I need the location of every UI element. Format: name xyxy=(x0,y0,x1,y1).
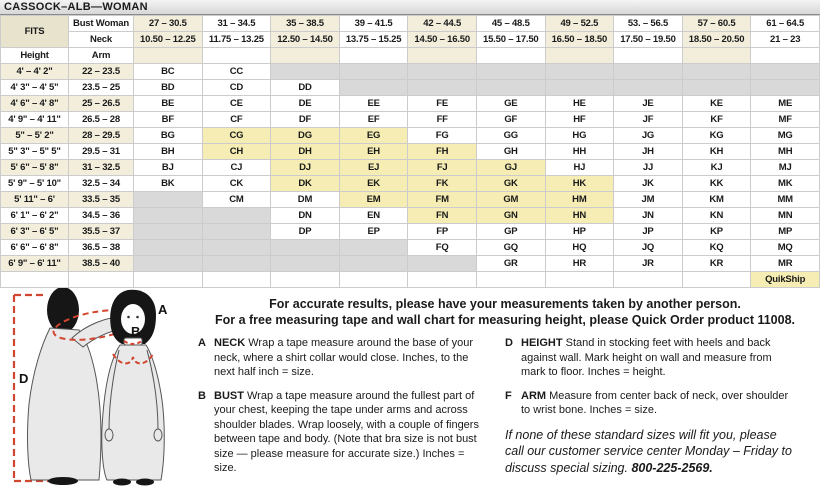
size-na-cell xyxy=(751,80,820,96)
size-code-cell: DP xyxy=(271,224,340,240)
neck-range-header: 17.50 – 19.50 xyxy=(614,32,683,48)
instruction-item-neck xyxy=(198,336,505,380)
bust-range-header: 35 – 38.5 xyxy=(271,16,340,32)
header-spacer-cell xyxy=(545,48,614,64)
measuring-note-line2: For a free measuring tape and wall chart for measuring height, please Quick Order product 11008. xyxy=(214,313,796,327)
size-na-cell xyxy=(545,64,614,80)
label-a: A xyxy=(158,302,168,317)
size-code-cell: JQ xyxy=(614,240,683,256)
header-spacer-cell xyxy=(271,48,340,64)
arm-range-cell: 22 – 23.5 xyxy=(69,64,134,80)
size-code-cell: GE xyxy=(476,96,545,112)
measuring-note xyxy=(198,296,812,328)
size-code-cell: EM xyxy=(339,192,408,208)
size-code-cell: GH xyxy=(476,144,545,160)
size-na-cell xyxy=(545,80,614,96)
size-code-cell: MG xyxy=(751,128,820,144)
size-code-cell: DF xyxy=(271,112,340,128)
size-code-cell: JG xyxy=(614,128,683,144)
quikship-row-spacer xyxy=(408,272,477,288)
size-chart-table xyxy=(0,15,820,288)
size-code-cell: DM xyxy=(271,192,340,208)
size-code-cell: HH xyxy=(545,144,614,160)
quikship-row-spacer xyxy=(682,272,751,288)
size-code-cell: FJ xyxy=(408,160,477,176)
bust-range-header: 31 – 34.5 xyxy=(202,16,271,32)
size-code-cell: JP xyxy=(614,224,683,240)
size-code-cell: FM xyxy=(408,192,477,208)
size-code-cell: CM xyxy=(202,192,271,208)
size-row xyxy=(1,256,820,272)
size-code-cell: MN xyxy=(751,208,820,224)
instruction-text: HEIGHT Stand in stocking feet with heels and back against wall. Mark height on wall and measure from mark to floor. Inches = height. xyxy=(521,337,772,379)
height-range-cell: 6' 3" – 6' 5" xyxy=(1,224,69,240)
size-code-cell: EH xyxy=(339,144,408,160)
size-na-cell xyxy=(202,208,271,224)
size-code-cell: CJ xyxy=(202,160,271,176)
quikship-row-spacer xyxy=(339,272,408,288)
size-code-cell: CC xyxy=(202,64,271,80)
height-range-cell: 4' 6" – 4' 8" xyxy=(1,96,69,112)
size-code-cell: KJ xyxy=(682,160,751,176)
size-na-cell xyxy=(614,80,683,96)
quikship-row-spacer xyxy=(614,272,683,288)
height-range-cell: 6' 9" – 6' 11" xyxy=(1,256,69,272)
size-code-cell: FE xyxy=(408,96,477,112)
size-code-cell: JH xyxy=(614,144,683,160)
arm-range-cell: 23.5 – 25 xyxy=(69,80,134,96)
size-code-cell: CH xyxy=(202,144,271,160)
size-na-cell xyxy=(202,224,271,240)
size-code-cell: BF xyxy=(134,112,203,128)
size-row xyxy=(1,128,820,144)
bust-range-header: 42 – 44.5 xyxy=(408,16,477,32)
size-na-cell xyxy=(134,208,203,224)
size-row xyxy=(1,208,820,224)
arm-column-header: Arm xyxy=(69,48,134,64)
bust-row-label: Bust Woman xyxy=(69,16,134,32)
size-na-cell xyxy=(339,240,408,256)
arm-range-cell: 36.5 – 38 xyxy=(69,240,134,256)
size-code-cell: GJ xyxy=(476,160,545,176)
instruction-text: BUST Wrap a tape measure around the fullest part of your chest, keeping the tape under arms and across shoulder blades. Wrap loosely, with a couple of fingers between tape and body. (Note that bra size is not bust size — please measure for accurate size.) Inches = size. xyxy=(214,389,479,475)
size-code-cell: MP xyxy=(751,224,820,240)
height-range-cell: 6' 6" – 6' 8" xyxy=(1,240,69,256)
quikship-row-spacer xyxy=(1,272,69,288)
size-code-cell: KH xyxy=(682,144,751,160)
size-code-cell: CF xyxy=(202,112,271,128)
size-na-cell xyxy=(476,64,545,80)
height-range-cell: 4' 3" – 4' 5" xyxy=(1,80,69,96)
neck-range-header: 11.75 – 13.25 xyxy=(202,32,271,48)
size-na-cell xyxy=(271,240,340,256)
bust-range-header: 61 – 64.5 xyxy=(751,16,820,32)
height-range-cell: 5" 3" – 5" 5" xyxy=(1,144,69,160)
instruction-key: D xyxy=(505,337,513,349)
size-code-cell: KK xyxy=(682,176,751,192)
size-code-cell: GP xyxy=(476,224,545,240)
size-code-cell: DH xyxy=(271,144,340,160)
size-code-cell: JE xyxy=(614,96,683,112)
customer-service-phone: 800-225-2569. xyxy=(631,460,713,475)
label-b: B xyxy=(131,324,141,339)
neck-range-header: 16.50 – 18.50 xyxy=(545,32,614,48)
size-na-cell xyxy=(202,256,271,272)
arm-range-cell: 35.5 – 37 xyxy=(69,224,134,240)
size-code-cell: CE xyxy=(202,96,271,112)
quikship-row-spacer xyxy=(545,272,614,288)
size-code-cell: BK xyxy=(134,176,203,192)
instruction-text: ARM Measure from center back of neck, over shoulder to wrist bone. Inches = size. xyxy=(521,389,789,417)
quikship-row-spacer xyxy=(271,272,340,288)
size-code-cell: FK xyxy=(408,176,477,192)
size-code-cell: BH xyxy=(134,144,203,160)
size-na-cell xyxy=(134,192,203,208)
size-code-cell: MQ xyxy=(751,240,820,256)
size-code-cell: DD xyxy=(271,80,340,96)
size-code-cell: GR xyxy=(476,256,545,272)
figure-front-view xyxy=(102,290,164,486)
neck-range-header: 21 – 23 xyxy=(751,32,820,48)
size-na-cell xyxy=(751,64,820,80)
instruction-text: NECK Wrap a tape measure around the base of your neck, where a shirt collar would close. Inches, to the next half inch = size. xyxy=(214,337,474,379)
header-spacer-cell xyxy=(202,48,271,64)
instructions-right-column xyxy=(505,336,812,485)
size-code-cell: EN xyxy=(339,208,408,224)
height-column-header: Height xyxy=(1,48,69,64)
instructions-left-column xyxy=(198,336,505,485)
size-na-cell xyxy=(134,256,203,272)
size-code-cell: FQ xyxy=(408,240,477,256)
height-range-cell: 4' – 4' 2" xyxy=(1,64,69,80)
height-range-cell: 5" – 5' 2" xyxy=(1,128,69,144)
arm-range-cell: 33.5 – 35 xyxy=(69,192,134,208)
size-row xyxy=(1,160,820,176)
size-row xyxy=(1,176,820,192)
size-code-cell: JR xyxy=(614,256,683,272)
neck-range-header: 12.50 – 14.50 xyxy=(271,32,340,48)
size-row xyxy=(1,80,820,96)
fits-label: FITS xyxy=(1,16,69,48)
arm-range-cell: 25 – 26.5 xyxy=(69,96,134,112)
neck-range-header: 18.50 – 20.50 xyxy=(682,32,751,48)
arm-range-cell: 31 – 32.5 xyxy=(69,160,134,176)
measuring-note-line1: For accurate results, please have your measurements taken by another person. xyxy=(269,297,741,311)
size-code-cell: HM xyxy=(545,192,614,208)
bust-range-header: 49 – 52.5 xyxy=(545,16,614,32)
size-na-cell xyxy=(614,64,683,80)
arm-range-cell: 34.5 – 36 xyxy=(69,208,134,224)
size-code-cell: ME xyxy=(751,96,820,112)
size-na-cell xyxy=(339,64,408,80)
size-code-cell: JK xyxy=(614,176,683,192)
size-row xyxy=(1,144,820,160)
size-code-cell: DG xyxy=(271,128,340,144)
size-code-cell: KP xyxy=(682,224,751,240)
size-code-cell: BC xyxy=(134,64,203,80)
size-code-cell: BG xyxy=(134,128,203,144)
size-code-cell: GN xyxy=(476,208,545,224)
size-na-cell xyxy=(271,256,340,272)
quikship-row-spacer xyxy=(69,272,134,288)
size-code-cell: KN xyxy=(682,208,751,224)
arm-range-cell: 29.5 – 31 xyxy=(69,144,134,160)
bust-range-header: 39 – 41.5 xyxy=(339,16,408,32)
bust-range-header: 57 – 60.5 xyxy=(682,16,751,32)
size-code-cell: DN xyxy=(271,208,340,224)
size-code-cell: FH xyxy=(408,144,477,160)
size-code-cell: KF xyxy=(682,112,751,128)
size-code-cell: HG xyxy=(545,128,614,144)
size-code-cell: JF xyxy=(614,112,683,128)
size-na-cell xyxy=(682,64,751,80)
size-code-cell: CG xyxy=(202,128,271,144)
size-code-cell: DK xyxy=(271,176,340,192)
height-range-cell: 4' 9" – 4' 11" xyxy=(1,112,69,128)
size-na-cell xyxy=(408,80,477,96)
size-code-cell: JM xyxy=(614,192,683,208)
header-spacer-cell xyxy=(476,48,545,64)
size-code-cell: JN xyxy=(614,208,683,224)
arm-range-cell: 32.5 – 34 xyxy=(69,176,134,192)
size-code-cell: KQ xyxy=(682,240,751,256)
label-d: D xyxy=(19,371,29,386)
size-row xyxy=(1,96,820,112)
size-code-cell: HN xyxy=(545,208,614,224)
size-code-cell: MJ xyxy=(751,160,820,176)
neck-row-label: Neck xyxy=(69,32,134,48)
size-row xyxy=(1,224,820,240)
size-row xyxy=(1,112,820,128)
size-code-cell: EK xyxy=(339,176,408,192)
size-code-cell: MR xyxy=(751,256,820,272)
size-code-cell: MK xyxy=(751,176,820,192)
size-code-cell: MM xyxy=(751,192,820,208)
page-title: CASSOCK–ALB—WOMAN xyxy=(0,0,820,15)
quikship-row-spacer xyxy=(202,272,271,288)
size-code-cell: BJ xyxy=(134,160,203,176)
measurement-figure-illustration xyxy=(0,288,196,488)
size-row xyxy=(1,240,820,256)
size-code-cell: JJ xyxy=(614,160,683,176)
header-spacer-cell xyxy=(408,48,477,64)
quikship-row-spacer xyxy=(476,272,545,288)
size-na-cell xyxy=(271,64,340,80)
special-sizing-note: If none of these standard sizes will fit you, please call our customer service center Monday – Friday to discuss special sizing. 800-225-2569. xyxy=(505,427,792,475)
size-na-cell xyxy=(134,240,203,256)
size-code-cell: FN xyxy=(408,208,477,224)
size-code-cell: KM xyxy=(682,192,751,208)
instruction-term: ARM xyxy=(521,389,550,402)
lower-section xyxy=(0,288,820,488)
header-spacer-cell xyxy=(339,48,408,64)
size-code-cell: MF xyxy=(751,112,820,128)
size-code-cell: CK xyxy=(202,176,271,192)
size-code-cell: HP xyxy=(545,224,614,240)
size-na-cell xyxy=(408,256,477,272)
size-code-cell: FP xyxy=(408,224,477,240)
size-code-cell: CD xyxy=(202,80,271,96)
size-code-cell: HJ xyxy=(545,160,614,176)
instruction-term: HEIGHT xyxy=(521,337,566,349)
size-code-cell: DE xyxy=(271,96,340,112)
size-code-cell: GK xyxy=(476,176,545,192)
instruction-term: BUST xyxy=(214,389,247,402)
size-code-cell: GF xyxy=(476,112,545,128)
arm-range-cell: 38.5 – 40 xyxy=(69,256,134,272)
header-spacer-cell xyxy=(134,48,203,64)
size-na-cell xyxy=(202,240,271,256)
size-code-cell: HQ xyxy=(545,240,614,256)
size-code-cell: EJ xyxy=(339,160,408,176)
bust-range-header: 53. – 56.5 xyxy=(614,16,683,32)
size-code-cell: HK xyxy=(545,176,614,192)
size-na-cell xyxy=(134,224,203,240)
arm-range-cell: 28 – 29.5 xyxy=(69,128,134,144)
instruction-key: A xyxy=(198,337,206,349)
height-range-cell: 5' 9" – 5' 10" xyxy=(1,176,69,192)
header-spacer-cell xyxy=(682,48,751,64)
size-code-cell: HF xyxy=(545,112,614,128)
instruction-item-arm xyxy=(505,389,812,418)
size-code-cell: FF xyxy=(408,112,477,128)
size-code-cell: GG xyxy=(476,128,545,144)
size-code-cell: GM xyxy=(476,192,545,208)
size-code-cell: KR xyxy=(682,256,751,272)
size-code-cell: EF xyxy=(339,112,408,128)
neck-range-header: 10.50 – 12.25 xyxy=(134,32,203,48)
header-spacer-cell xyxy=(614,48,683,64)
size-code-cell: HR xyxy=(545,256,614,272)
instruction-item-height xyxy=(505,336,812,380)
size-na-cell xyxy=(339,256,408,272)
size-na-cell xyxy=(339,80,408,96)
size-code-cell: EP xyxy=(339,224,408,240)
instruction-key: B xyxy=(198,389,206,402)
size-na-cell xyxy=(408,64,477,80)
quikship-row-spacer xyxy=(134,272,203,288)
size-row xyxy=(1,64,820,80)
size-code-cell: FG xyxy=(408,128,477,144)
size-code-cell: KE xyxy=(682,96,751,112)
size-code-cell: EG xyxy=(339,128,408,144)
bust-range-header: 45 – 48.5 xyxy=(476,16,545,32)
height-range-cell: 5' 6" – 5' 8" xyxy=(1,160,69,176)
size-code-cell: BD xyxy=(134,80,203,96)
bust-range-header: 27 – 30.5 xyxy=(134,16,203,32)
size-code-cell: HE xyxy=(545,96,614,112)
neck-range-header: 15.50 – 17.50 xyxy=(476,32,545,48)
cassock-figures-drawing xyxy=(0,288,196,488)
arm-range-cell: 26.5 – 28 xyxy=(69,112,134,128)
size-row xyxy=(1,192,820,208)
size-code-cell: EE xyxy=(339,96,408,112)
size-na-cell xyxy=(476,80,545,96)
neck-range-header: 13.75 – 15.25 xyxy=(339,32,408,48)
quikship-badge: QuikShip xyxy=(751,272,820,288)
header-spacer-cell xyxy=(751,48,820,64)
neck-range-header: 14.50 – 16.50 xyxy=(408,32,477,48)
size-code-cell: DJ xyxy=(271,160,340,176)
measuring-guide xyxy=(196,288,820,488)
instruction-term: NECK xyxy=(214,337,249,349)
size-code-cell: KG xyxy=(682,128,751,144)
instruction-key: F xyxy=(505,389,512,402)
size-code-cell: GQ xyxy=(476,240,545,256)
size-na-cell xyxy=(682,80,751,96)
height-range-cell: 5' 11" – 6' xyxy=(1,192,69,208)
instruction-item-bust xyxy=(198,389,505,476)
size-code-cell: BE xyxy=(134,96,203,112)
height-range-cell: 6' 1" – 6' 2" xyxy=(1,208,69,224)
size-code-cell: MH xyxy=(751,144,820,160)
